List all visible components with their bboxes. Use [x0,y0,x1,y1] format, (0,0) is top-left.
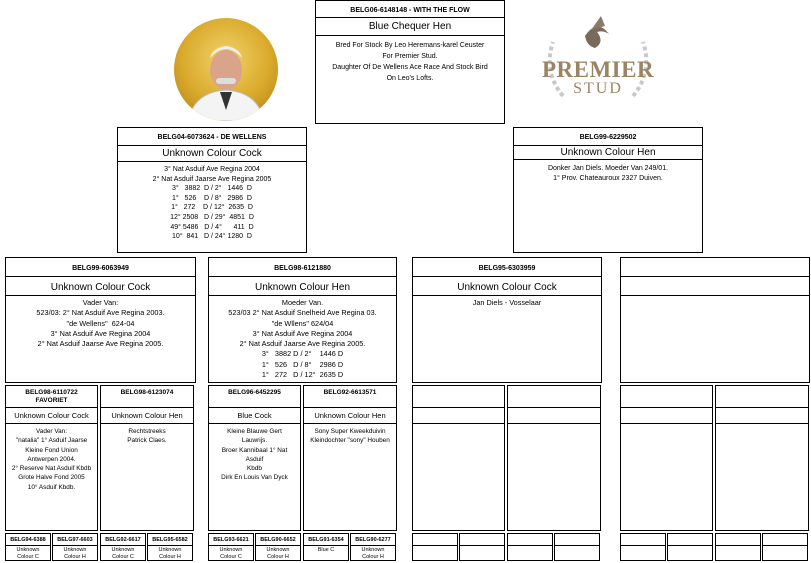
sire-result: 3° 3882 D / 2° 1446 D [172,185,252,193]
gen5-name: Unknown Colour H [266,547,290,560]
dam-name: Unknown Colour Hen [560,147,656,158]
gen5-card [52,533,98,561]
gen5-ring: BELG91-6354 [308,537,344,543]
gen3-line: "de Wllens" 624/04 [271,318,334,328]
gen4-line: Vader Van: [35,428,68,435]
sire-result: 1° 272 D / 12° 2635 D [171,204,253,212]
gen3-notes [211,298,394,380]
gen5-card [507,533,553,561]
gen3-line: 1° 272 D / 12° 2635 D [261,370,344,380]
sire-notes [120,165,304,242]
gen4-notes [8,427,95,492]
sire-name: Unknown Colour Cock [162,148,262,159]
logo-line-1: PREMIER [541,57,655,82]
gen3-card [412,257,602,383]
gen5-ring: BELG95-6582 [152,537,188,543]
gen5-card [208,533,254,561]
gen4-ring: BELG92-6613571 [323,389,377,396]
sire-result: 12° 2508 D / 29° 4851 D [170,213,254,221]
gen4-ring: BELG98-6123074 [120,389,174,396]
premier-stud-logo [535,12,661,112]
gen4-card [5,385,98,531]
gen3-line: 3° Nat Asduif Ave Regina 2004 [50,328,151,338]
gen5-card [554,533,600,561]
gen3-notes [415,298,599,308]
gen4-card [100,385,194,531]
gen3-notes [8,298,193,349]
gen4-ring: BELG98-6110722 FAVORIET [25,389,78,404]
gen5-ring: BELG94-6388 [10,537,46,543]
dam-line: Donker Jan Diels. Moeder Van 249/01. [547,165,669,172]
gen3-ring: BELG95-6303959 [478,265,536,272]
gen5-card [147,533,193,561]
gen5-name: Unknown Colour C [16,547,40,560]
gen3-line: 523/03 2° Nat Asduif Snelheid Ave Regina 03. [228,308,377,318]
gen4-line: Kleine Fond Union [25,446,78,454]
gen3-line: 1° 526 D / 8° 2986 D [261,359,344,369]
gen3-line: 523/03: 2° Nat Asduif Ave Regina 2003. [36,308,165,318]
dam-ring: BELG99-6229502 [579,134,637,141]
gen5-name: Unknown Colour C [219,547,243,560]
gen5-card [100,533,146,561]
dam-line: 1° Prov. Chateauroux 2327 Duiven. [553,175,663,182]
gen4-line: Asduif [245,455,264,463]
gen4-line: Grote Halve Fond 2005 [18,474,85,482]
gen4-line: Lauwrijs. [241,437,268,445]
gen5-ring: BELG90-6277 [355,537,391,543]
logo-line-2: STUD [573,80,623,97]
gen3-line: 2° Nat Asduif Jaarse Ave Regina 2005. [239,339,366,349]
gen5-card [762,533,808,561]
gen4-card [715,385,809,531]
gen5-ring: BELG97-6603 [57,537,93,543]
gen4-line: "natalia" 1° Asduif Jaarse [15,437,88,445]
subject-name: Blue Chequer Hen [368,21,452,32]
gen5-card [459,533,505,561]
subject-line: On Leo's Lofts. [386,75,434,82]
gen4-notes [211,427,298,483]
gen4-card [412,385,505,531]
gen4-card [208,385,301,531]
gen4-card [620,385,713,531]
gen3-name: Unknown Colour Cock [50,282,151,293]
gen5-card [255,533,301,561]
subject-card [315,0,505,124]
gen4-notes [306,427,394,446]
gen4-line: Kleindochter "sony" Houben [310,437,390,445]
sire-line: 2° Nat Asduif Jaarse Ave Regina 2005 [152,175,272,183]
gen3-card [5,257,196,383]
gen3-ring: BELG98-6121880 [274,265,331,272]
gen4-notes [103,427,191,446]
sire-line: 3° Nat Asduif Ave Regina 2004 [164,166,260,173]
gen3-line: 3° Nat Asduif Ave Regina 2004 [252,328,353,338]
gen3-line: Vader Van: [82,298,119,307]
gen4-name: Unknown Colour Hen [111,411,183,420]
subject-line: For Premier Stud. [382,53,438,60]
gen3-line: Moeder Van. [281,298,324,307]
gen4-name: Unknown Colour Hen [314,411,386,420]
subject-line: Daughter Of De Wellens Ace Race And Stock Bird [332,64,488,71]
dam-card [513,127,703,253]
gen3-line: Jan Diels - Vosselaar [472,298,542,307]
gen3-name: Unknown Colour Hen [254,282,351,293]
gen5-card [5,533,51,561]
gen5-name: Unknown Colour H [63,547,87,560]
gen3-line: 2° Nat Asduif Jaarse Ave Regina 2005. [37,339,164,349]
gen4-line: Rechtstreeks [128,428,166,435]
gen4-ring: BELG96-6452295 [228,389,281,396]
gen4-name: Unknown Colour Cock [14,411,89,420]
gen4-name: Blue Cock [237,411,272,420]
subject-line: Bred For Stock By Leo Heremans-karel Ceuster [335,42,485,49]
gen4-card [507,385,601,531]
gen5-ring: BELG93-6621 [213,537,249,543]
gen4-line: Patrick Claes. [127,437,167,445]
gen3-card [620,257,810,383]
gen4-line: Dirk En Louis Van Dyck [221,474,288,482]
gen5-name: Unknown Colour H [158,547,182,560]
gen3-line: "de Wellens" 624-04 [66,318,135,328]
subject-ring: BELG06-6148148 - WITH THE FLOW [350,7,470,14]
gen4-line: Kleine Blauwe Gert [227,428,282,435]
sire-card [117,127,307,253]
gen3-ring: BELG99-6063949 [72,265,129,272]
sire-result: 1° 526 D / 8° 2986 D [172,194,252,202]
gen4-line: Sony Super Kweekduivin [314,428,386,435]
gen5-card [350,533,396,561]
gen5-name: Unknown Colour C [111,547,135,560]
gen5-ring: BELG92-6617 [105,537,141,543]
gen5-ring: BELG90-6652 [260,537,296,543]
dam-notes [516,164,700,184]
gen4-line: Broer Kannibaal 1° Nat [221,446,288,454]
breeder-photo [174,18,278,121]
gen5-card [412,533,458,561]
gen3-card [208,257,397,383]
gen5-name: Blue C [317,547,335,553]
gen5-card [303,533,349,561]
gen4-card [303,385,397,531]
gen4-line: 10° Asduif Kbdb. [27,483,76,491]
sire-result: 49° 5486 D / 4° 411 D [170,223,254,231]
gen4-line: Kbdb [247,465,262,473]
sire-ring: BELG04-6073624 - DE WELLENS [157,134,267,141]
gen4-line: 2° Reserve Nat Asduif Kbdb [11,465,92,473]
gen5-card [667,533,713,561]
gen3-name: Unknown Colour Cock [457,282,557,293]
gen5-card [715,533,761,561]
gen5-name: Unknown Colour H [361,547,385,560]
gen5-card [620,533,666,561]
gen4-line: Antwerpen 2004. [27,455,76,463]
sire-result: 10° 841 D / 24° 1280 D [172,233,252,241]
gen3-line: 3° 3882 D / 2° 1446 D [261,349,344,359]
subject-notes [318,40,502,84]
